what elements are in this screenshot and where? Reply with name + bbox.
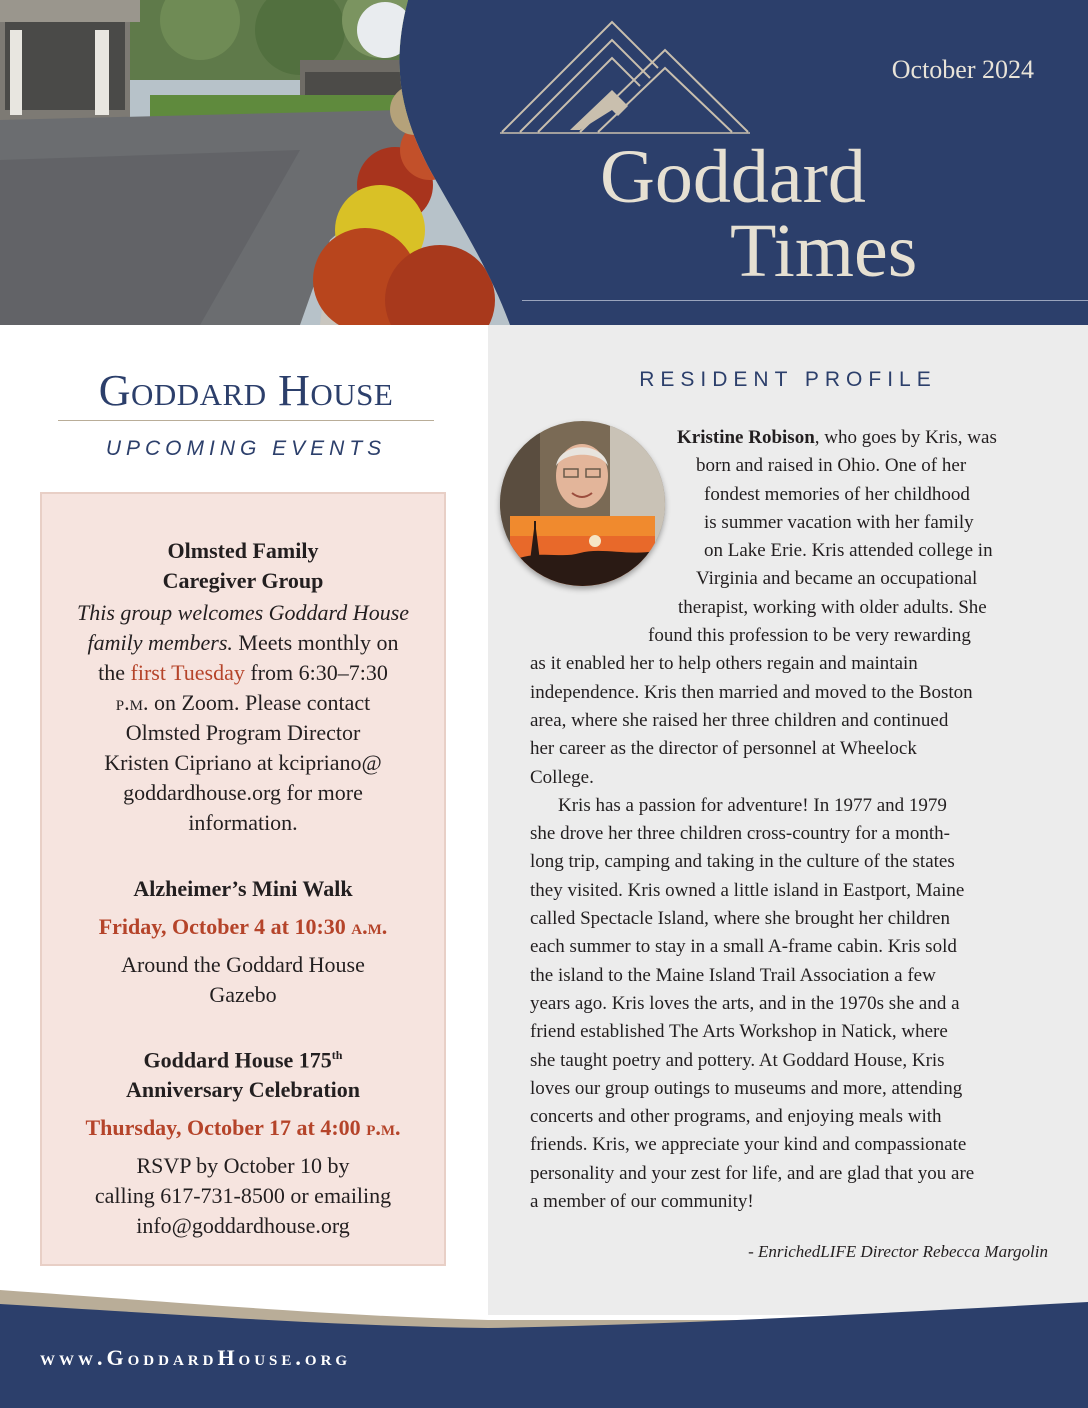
profile-section-title: RESIDENT PROFILE — [639, 368, 937, 391]
title-divider — [58, 420, 434, 421]
masthead-line-2: Times — [730, 209, 918, 293]
event-text: Kristen Cipriano at kcipriano@ — [104, 750, 382, 775]
roof-logo — [500, 20, 750, 140]
event-text: Meets monthly on — [232, 630, 399, 655]
event-description — [42, 1151, 444, 1241]
event-anniversary — [42, 1040, 444, 1241]
article-line: friend established The Arts Workshop in Natick, where — [530, 1021, 948, 1043]
article-line: born and raised in Ohio. One of her — [696, 455, 967, 477]
article-line: they visited. Kris owned a little island in Eastport, Maine — [530, 879, 965, 901]
event-title-sup: th — [331, 1048, 343, 1062]
article-line: she drove her three children cross-country for a month- — [530, 823, 950, 845]
event-text: from 6:30–7:30 — [244, 660, 388, 685]
event-caregiver-group — [42, 536, 444, 838]
event-title-line: Olmsted Family — [167, 538, 319, 563]
article-line: a member of our community! — [530, 1191, 754, 1213]
article-line: friends. Kris, we appreciate your kind and compassionate — [530, 1134, 967, 1156]
article-line: area, where she raised her three children and continued — [530, 709, 949, 731]
article-line: she taught poetry and pottery. At Goddard House, Kris — [530, 1049, 945, 1071]
event-text: Around the Goddard House — [121, 952, 365, 977]
article-line: fondest memories of her childhood — [704, 483, 970, 505]
event-title-line: Caregiver Group — [162, 568, 324, 593]
event-text: calling 617-731-8500 or emailing — [94, 1183, 392, 1209]
event-datetime — [42, 1113, 444, 1143]
masthead-rule — [522, 300, 1088, 301]
article-signature: - EnrichedLIFE Director Rebecca Margolin — [748, 1242, 1048, 1261]
event-text: on Zoom. Please contact — [148, 690, 371, 715]
article-line: on Lake Erie. Kris attended college in — [704, 540, 993, 562]
article-line: found this profession to be very rewarding — [648, 625, 971, 647]
event-text: Gazebo — [209, 982, 277, 1007]
events-section-title: UPCOMING EVENTS — [105, 437, 387, 460]
article-line: independence. Kris then married and moved to the Boston — [530, 681, 973, 703]
event-text: Olmsted Program Director — [125, 720, 361, 745]
event-text: the — [98, 660, 131, 685]
event-date: Thursday, October 17 at 4:00 — [85, 1115, 367, 1141]
event-description — [42, 950, 444, 1010]
event-time-suffix: p.m. — [115, 690, 149, 715]
event-title-line: Goddard House 175 — [143, 1047, 332, 1073]
article-line: personality and your zest for life, and are glad that you are — [530, 1162, 975, 1184]
event-title — [42, 1040, 444, 1105]
article-line: the island to the Maine Island Trail Association a few — [530, 964, 936, 986]
article-line: long trip, camping and taking in the culture of the states — [530, 851, 955, 873]
article-line: years ago. Kris loves the arts, and in the 1970s she and a — [530, 992, 960, 1014]
profile-article — [530, 424, 1060, 1216]
article-line — [677, 424, 1060, 452]
article-line: is summer vacation with her family — [704, 511, 974, 533]
event-title-line: Anniversary Celebration — [125, 1077, 361, 1103]
article-line: her career as the director of personnel at Wheelock — [530, 738, 917, 760]
article-text: , who goes by Kris, was — [814, 427, 997, 448]
event-date: Friday, October 4 at 10:30 — [98, 914, 352, 939]
article-line: each summer to stay in a small A-frame cabin. Kris sold — [530, 936, 957, 958]
article-line: Kris has a passion for adventure! In 1977 and 1979 — [558, 794, 947, 816]
org-title: Goddard House — [98, 366, 394, 415]
event-text: RSVP by October 10 by — [136, 1153, 350, 1179]
event-datetime — [42, 912, 444, 942]
header-photo — [0, 0, 520, 325]
event-mini-walk — [42, 874, 444, 1010]
event-text: goddardhouse.org for more — [123, 780, 363, 805]
masthead-line-1: Goddard — [600, 135, 866, 219]
article-line: concerts and other programs, and enjoying meals with — [530, 1106, 942, 1128]
event-text: information. — [188, 810, 298, 835]
event-text: info@goddardhouse.org — [136, 1213, 350, 1239]
event-description — [42, 598, 444, 838]
events-box — [40, 492, 446, 1266]
article-line: called Spectacle Island, where she brought her children — [530, 908, 950, 930]
event-title — [42, 536, 444, 596]
event-time-suffix: a.m. — [351, 914, 388, 939]
masthead-title — [598, 135, 1028, 293]
article-line: loves our group outings to museums and more, attending — [530, 1077, 963, 1099]
event-intro: This group welcomes Goddard House — [76, 600, 410, 625]
website-link[interactable]: www.GoddardHouse.org — [40, 1345, 352, 1370]
article-line: Virginia and became an occupational — [696, 568, 978, 590]
article-line: therapist, working with older adults. She — [678, 596, 987, 618]
event-title: Alzheimer’s Mini Walk — [133, 876, 353, 901]
resident-name: Kristine Robison — [677, 427, 815, 448]
event-time-suffix: p.m. — [366, 1115, 401, 1141]
article-line: College. — [530, 766, 594, 788]
issue-date: October 2024 — [891, 55, 1034, 84]
event-highlight: first Tuesday — [130, 660, 245, 685]
article-line: as it enabled her to help others regain and maintain — [530, 653, 918, 675]
event-intro: family members. — [87, 630, 233, 655]
